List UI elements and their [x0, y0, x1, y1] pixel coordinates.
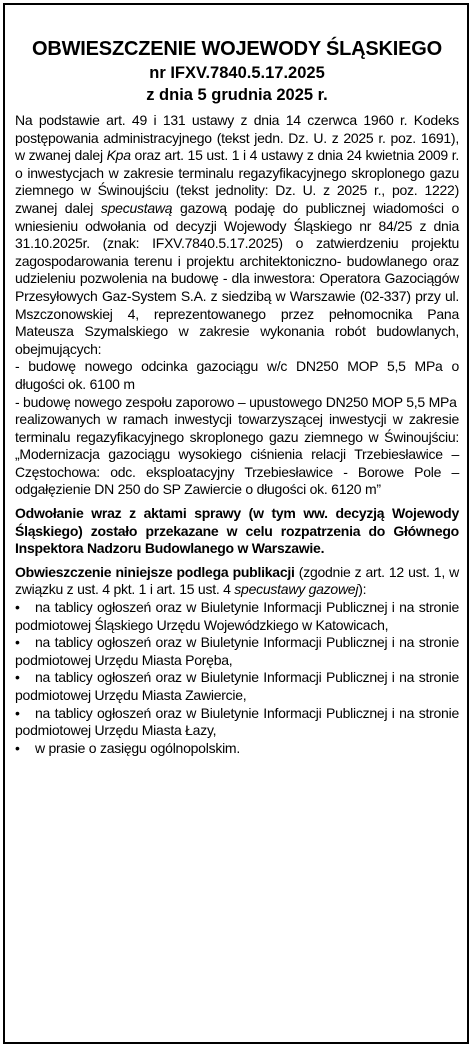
- list-item: [15, 705, 459, 740]
- bullet-icon: •: [15, 599, 20, 616]
- notice-title: OBWIESZCZENIE WOJEWODY ŚLĄSKIEGO: [32, 38, 442, 60]
- text-span: oraz art. 15 ust. 1 i 4 ustawy z dnia 24 kwietnia 2009 r. o inwestycjach w zakresie terminalu regazyfikacyjnego skroplonego gazu ziemnego w Świnoujściu (tekst jednolity: Dz. U. z 2025 r., poz. 1222) zwanej dalej: [15, 147, 459, 216]
- bullet-icon: •: [15, 704, 20, 721]
- text-kpa: Kpa: [106, 147, 131, 164]
- paragraph-publication: [15, 564, 459, 599]
- notice-body: [15, 112, 459, 757]
- text-span: ):: [358, 581, 367, 598]
- text-publication-bold: Obwieszczenie niniejsze podlega publikacji: [15, 563, 295, 580]
- text-span: (zgodnie z art. 12 ust. 1, w związku z ust. 4 pkt. 1 i art. 15 ust. 4: [15, 563, 459, 598]
- list-item: [15, 634, 459, 669]
- scope-line-pipeline: - budowę nowego odcinka gazociągu w/c DN250 MOP 5,5 MPa o długości ok. 6100 m: [15, 358, 459, 392]
- text-span: Na podstawie art. 49 i 131 ustawy z dnia 14 czerwca 1960 r. Kodeks postępowania administracyjnego (tekst jedn. Dz. U. z 2025 r. poz. 1691), w zwanej dalej: [15, 112, 459, 164]
- list-item-text: na tablicy ogłoszeń oraz w Biuletynie Informacji Publicznej i na stronie podmiotowej Urzędu Miasta Zawiercie,: [15, 669, 459, 703]
- paragraph-investment: realizowanych w ramach inwestycji towarzyszącej inwestycji w zakresie terminalu regazyfikacyjnego skroplonego gazu ziemnego w Świnoujściu: „Modernizacja gazociągu wysokiego ciśnienia relacji Trzebiesławice – Częstochowa: odc. eksploatacyjny Trzebiesławice - Borowe Pole – odgałęzienie DN 250 do SP Zawiercie o długości ok. 6120 m”: [15, 411, 459, 498]
- scope-line-valve: - budowę nowego zespołu zaporowo – upustowego DN250 MOP 5,5 MPa: [15, 393, 457, 410]
- paragraph-appeal: Odwołanie wraz z aktami sprawy (w tym ww. decyzją Wojewody Śląskiego) zostało przekazane w celu rozpatrzenia do Głównego Inspektora Nadzoru Budowlanego w Warszawie.: [15, 505, 459, 557]
- notice-header: [15, 37, 459, 106]
- list-item: [15, 599, 459, 634]
- notice-number: nr IFXV.7840.5.17.2025: [149, 64, 325, 82]
- list-item-text: na tablicy ogłoszeń oraz w Biuletynie Informacji Publicznej i na stronie podmiotowej Urzędu Miasta Poręba,: [15, 634, 459, 668]
- text-span: gazową podaję do publicznej wiadomości o wniesieniu odwołania od decyzji Wojewody Śląskiego nr 84/25 z dnia 31.10.2025r. (znak: IFXV.7840.5.17.2025) o zatwierdzeniu projektu zagospodarowania terenu i projektu architektoniczno- budowlanego oraz udzieleniu pozwolenia na budowę - dla inwestora: Operatora Gazociągów Przesyłowych Gaz-System S.A. z siedzibą w Warszawie (02-337) przy ul. Mszczonowskiej 4, reprezentowanego przez pełnomocnika Pana Mateusza Szymalskiego w zakresie wykonania robót budowlanych, obejmujących:: [15, 199, 459, 357]
- bullet-icon: •: [15, 669, 20, 686]
- list-item-text: na tablicy ogłoszeń oraz w Biuletynie Informacji Publicznej i na stronie podmiotowej Urzędu Miasta Łazy,: [15, 704, 459, 739]
- list-item-text: w prasie o zasięgu ogólnopolskim.: [35, 739, 240, 756]
- notice-date: z dnia 5 grudnia 2025 r.: [146, 86, 328, 104]
- paragraph-legal-basis: [15, 112, 459, 358]
- list-item-text: na tablicy ogłoszeń oraz w Biuletynie Informacji Publicznej i na stronie podmiotowej Śląskiego Urzędu Wojewódzkiego w Katowicach,: [15, 599, 459, 633]
- bullet-icon: •: [15, 634, 20, 651]
- bullet-icon: •: [15, 739, 20, 756]
- text-specustawa: specustawą: [100, 199, 173, 216]
- text-specustawy: specustawy gazowej: [234, 581, 359, 598]
- list-item: [15, 669, 459, 704]
- list-item: [15, 740, 459, 758]
- notice-frame: [3, 3, 469, 1044]
